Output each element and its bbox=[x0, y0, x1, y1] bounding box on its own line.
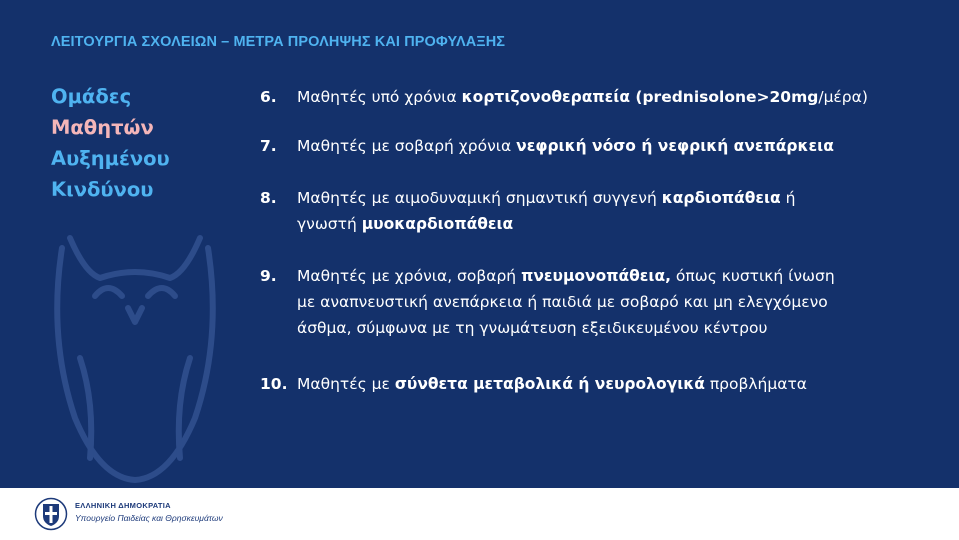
list-item-9 bbox=[260, 263, 937, 341]
item-line: Μαθητές με σοβαρή χρόνια νεφρική νόσο ή νεφρική ανεπάρκεια bbox=[297, 137, 834, 155]
side-title-line-3: Αυξημένου bbox=[51, 147, 170, 170]
item-number: 10. bbox=[260, 375, 288, 393]
footer-republic-label: ΕΛΛΗΝΙΚΗ ΔΗΜΟΚΡΑΤΙΑ bbox=[75, 501, 171, 510]
list-item-7 bbox=[260, 133, 937, 159]
item-number: 6. bbox=[260, 88, 277, 106]
list-item-10 bbox=[260, 371, 937, 397]
list-item-8 bbox=[260, 185, 937, 237]
list-item-6 bbox=[260, 84, 937, 110]
item-line: με αναπνευστική ανεπάρκεια ή παιδιά με σοβαρό και μη ελεγχόμενο bbox=[297, 293, 828, 311]
side-title-line-1: Ομάδες bbox=[51, 85, 132, 108]
item-line: γνωστή μυοκαρδιοπάθεια bbox=[297, 215, 514, 233]
item-number: 9. bbox=[260, 267, 277, 285]
item-number: 8. bbox=[260, 189, 277, 207]
slide-header-title: ΛΕΙΤΟΥΡΓΙΑ ΣΧΟΛΕΙΩΝ – ΜΕΤΡΑ ΠΡΟΛΗΨΗΣ ΚΑΙ ΠΡΟΦΥΛΑΞΗΣ bbox=[51, 34, 506, 50]
side-title-line-4: Κινδύνου bbox=[51, 178, 154, 201]
footer-ministry-label: Υπουργείο Παιδείας και Θρησκευμάτων bbox=[75, 513, 223, 523]
item-line: Μαθητές με χρόνια, σοβαρή πνευμονοπάθεια, όπως κυστική ίνωση bbox=[297, 267, 835, 285]
item-line: Μαθητές υπό χρόνια κορτιζονοθεραπεία (prednisolone>20mg/μέρα) bbox=[297, 88, 868, 106]
side-title bbox=[51, 81, 170, 205]
item-number: 7. bbox=[260, 137, 277, 155]
side-title-line-2: Μαθητών bbox=[51, 116, 154, 139]
hellenic-republic-emblem-icon bbox=[34, 497, 68, 531]
item-line: Μαθητές με σύνθετα μεταβολικά ή νευρολογικά προβλήματα bbox=[297, 375, 807, 393]
item-line: άσθμα, σύμφωνα με τη γνωμάτευση εξειδικευμένου κέντρου bbox=[297, 319, 768, 337]
item-line: Μαθητές με αιμοδυναμική σημαντική συγγενή καρδιοπάθεια ή bbox=[297, 189, 796, 207]
owl-watermark-icon bbox=[40, 218, 230, 488]
